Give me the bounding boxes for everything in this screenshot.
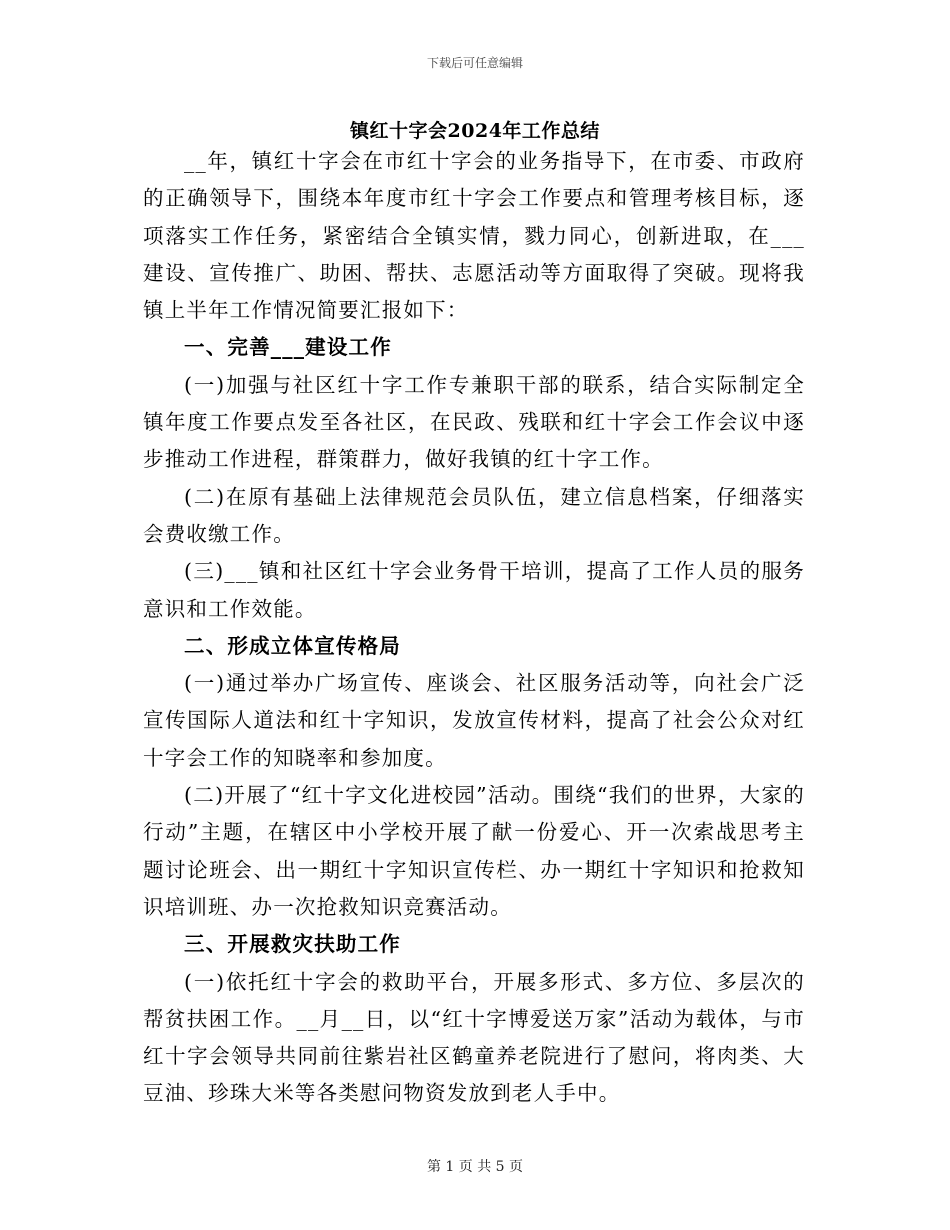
section-heading-1: 一、完善___建设工作 [184,335,392,360]
document-title: 镇红十字会2024年工作总结 [350,120,600,142]
intro-paragraph: __年，镇红十字会在市红十字会的业务指导下，在市委、市政府的正确领导下，围绕本年度市红十字会工作要点和管理考核目标，逐项落实工作任务，紧密结合全镇实情，戮力同心，创新进取，在___建设、宣传推广、助困、帮扶、志愿活动等方面取得了突破。现将我镇上半年工作情况简要汇报如下： [143,149,805,323]
page-number: 第 1 页 共 5 页 [426,1159,524,1175]
section-heading-3: 三、开展救灾扶助工作 [184,932,401,957]
section-heading-2: 二、形成立体宣传格局 [184,633,401,658]
body-paragraph: (二)开展了“红十字文化进校园”活动。围绕“我们的世界，大家的行动”主题，在辖区中小学校开展了献一份爱心、开一次索战思考主题讨论班会、出一期红十字知识宣传栏、办一期红十字知识和抢救知识培训班、办一次抢救知识竞赛活动。 [143,783,805,919]
body-paragraph: (二)在原有基础上法律规范会员队伍，建立信息档案，仔细落实会费收缴工作。 [143,484,805,546]
body-paragraph: (一)通过举办广场宣传、座谈会、社区服务活动等，向社会广泛宣传国际人道法和红十字知识，发放宣传材料，提高了社会公众对红十字会工作的知晓率和参加度。 [143,671,805,770]
body-paragraph: (一)依托红十字会的救助平台，开展多形式、多方位、多层次的帮贫扶困工作。__月__日，以“红十字博爱送万家”活动为载体，与市红十字会领导共同前往紫岩社区鹤童养老院进行了慰问，将肉类、大豆油、珍珠大米等各类慰问物资发放到老人手中。 [143,969,805,1106]
body-paragraph: (三)___镇和社区红十字会业务骨干培训，提高了工作人员的服务意识和工作效能。 [143,559,805,621]
document-body [143,143,805,1113]
header-note: 下载后可任意编辑 [426,56,523,70]
body-paragraph: (一)加强与社区红十字工作专兼职干部的联系，结合实际制定全镇年度工作要点发至各社区，在民政、残联和红十字会工作会议中逐步推动工作进程，群策群力，做好我镇的红十字工作。 [143,372,805,472]
